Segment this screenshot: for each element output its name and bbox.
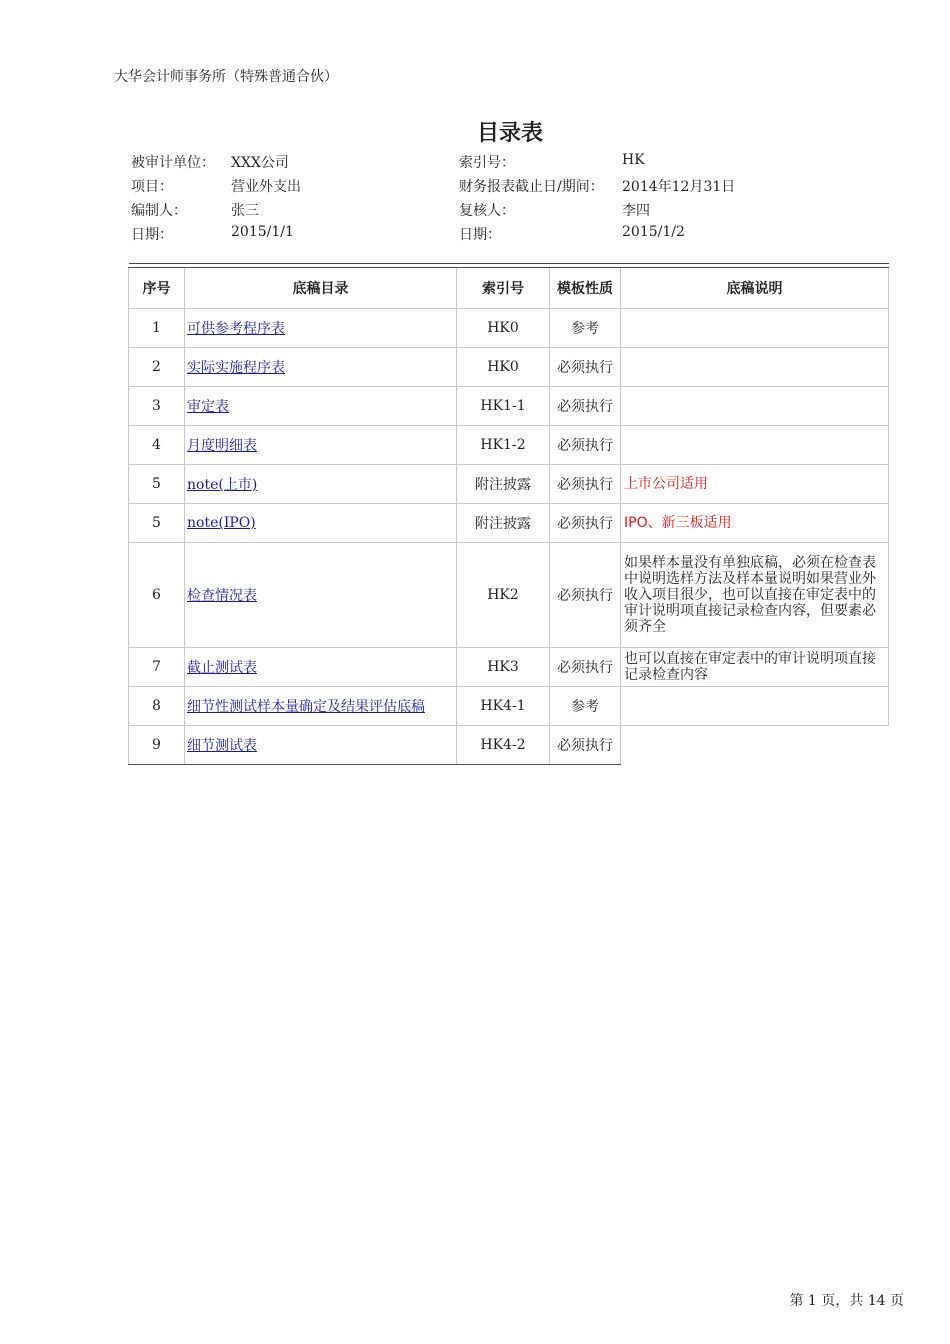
row-link[interactable]: 细节性测试样本量确定及结果评估底稿 [187,699,425,715]
row-link[interactable]: 细节测试表 [187,738,257,754]
row-desc: 上市公司适用 [621,465,889,504]
header-desc: 底稿说明 [621,268,889,309]
row-index: HK1-2 [457,426,550,465]
row-desc [621,687,889,726]
row-num: 5 [129,504,185,543]
date1-value: 2015/1/1 [231,224,294,240]
row-link[interactable]: 审定表 [187,399,229,415]
period-label: 财务报表截止日/期间： [459,179,604,195]
row-desc [621,726,889,765]
row-nature: 参考 [550,309,621,348]
entity-value: XXX公司 [231,155,289,171]
page-footer: 第 1 页，共 14 页 [789,1293,904,1309]
row-desc [621,387,889,426]
row-desc: 如果样本量没有单独底稿，必须在检查表中说明选样方法及样本量说明如果营业外收入项目很少，也可以直接在审定表中的审计说明项直接记录检查内容，但要素必须齐全 [621,543,889,648]
table-row [129,648,889,687]
row-nature: 必须执行 [550,387,621,426]
row-link[interactable]: note(IPO) [187,515,256,531]
date2-value: 2015/1/2 [622,224,685,240]
preparer-label: 编制人： [131,203,187,219]
row-link[interactable]: 检查情况表 [187,588,257,604]
row-nature: 必须执行 [550,543,621,648]
table-row [129,687,889,726]
table-row [129,726,889,765]
table-row [129,309,889,348]
catalog-table [128,263,889,765]
row-desc [621,348,889,387]
row-index: 附注披露 [457,465,550,504]
row-num: 1 [129,309,185,348]
row-nature: 必须执行 [550,504,621,543]
row-num: 3 [129,387,185,426]
row-num: 6 [129,543,185,648]
row-nature: 参考 [550,687,621,726]
row-index: 附注披露 [457,504,550,543]
index-value: HK [622,152,645,168]
header-nature: 模板性质 [550,268,621,309]
reviewer-value: 李四 [622,203,650,219]
row-link[interactable]: 可供参考程序表 [187,321,285,337]
entity-label: 被审计单位： [131,155,215,171]
row-link[interactable]: 实际实施程序表 [187,360,285,376]
row-link[interactable]: 截止测试表 [187,660,257,676]
row-num: 8 [129,687,185,726]
index-label: 索引号： [459,155,515,171]
row-nature: 必须执行 [550,726,621,765]
table-row [129,504,889,543]
header-num: 序号 [129,268,185,309]
row-num: 7 [129,648,185,687]
row-index: HK4-2 [457,726,550,765]
row-link[interactable]: note(上市) [187,477,258,493]
row-num: 2 [129,348,185,387]
row-link[interactable]: 月度明细表 [187,438,257,454]
row-index: HK0 [457,348,550,387]
table-header-row [129,268,889,309]
page-title: 目录表 [476,121,543,146]
item-label: 项目： [131,179,173,195]
row-nature: 必须执行 [550,348,621,387]
item-value: 营业外支出 [231,179,301,195]
header-index: 索引号 [457,268,550,309]
row-desc [621,309,889,348]
row-desc: 也可以直接在审定表中的审计说明项直接记录检查内容 [621,648,889,687]
row-index: HK1-1 [457,387,550,426]
row-num: 9 [129,726,185,765]
firm-name: 大华会计师事务所（特殊普通合伙） [114,69,338,85]
row-desc: IPO、新三板适用 [621,504,889,543]
header-name: 底稿目录 [185,268,457,309]
row-desc [621,426,889,465]
table-row [129,426,889,465]
table-row [129,543,889,648]
row-nature: 必须执行 [550,648,621,687]
row-index: HK0 [457,309,550,348]
table-row [129,387,889,426]
date2-label: 日期： [459,227,501,243]
row-index: HK2 [457,543,550,648]
period-value: 2014年12月31日 [622,179,736,195]
reviewer-label: 复核人： [459,203,515,219]
row-nature: 必须执行 [550,426,621,465]
row-nature: 必须执行 [550,465,621,504]
row-index: HK3 [457,648,550,687]
date1-label: 日期： [131,227,173,243]
row-num: 5 [129,465,185,504]
row-index: HK4-1 [457,687,550,726]
table-row [129,465,889,504]
row-num: 4 [129,426,185,465]
preparer-value: 张三 [231,203,259,219]
table-row [129,348,889,387]
